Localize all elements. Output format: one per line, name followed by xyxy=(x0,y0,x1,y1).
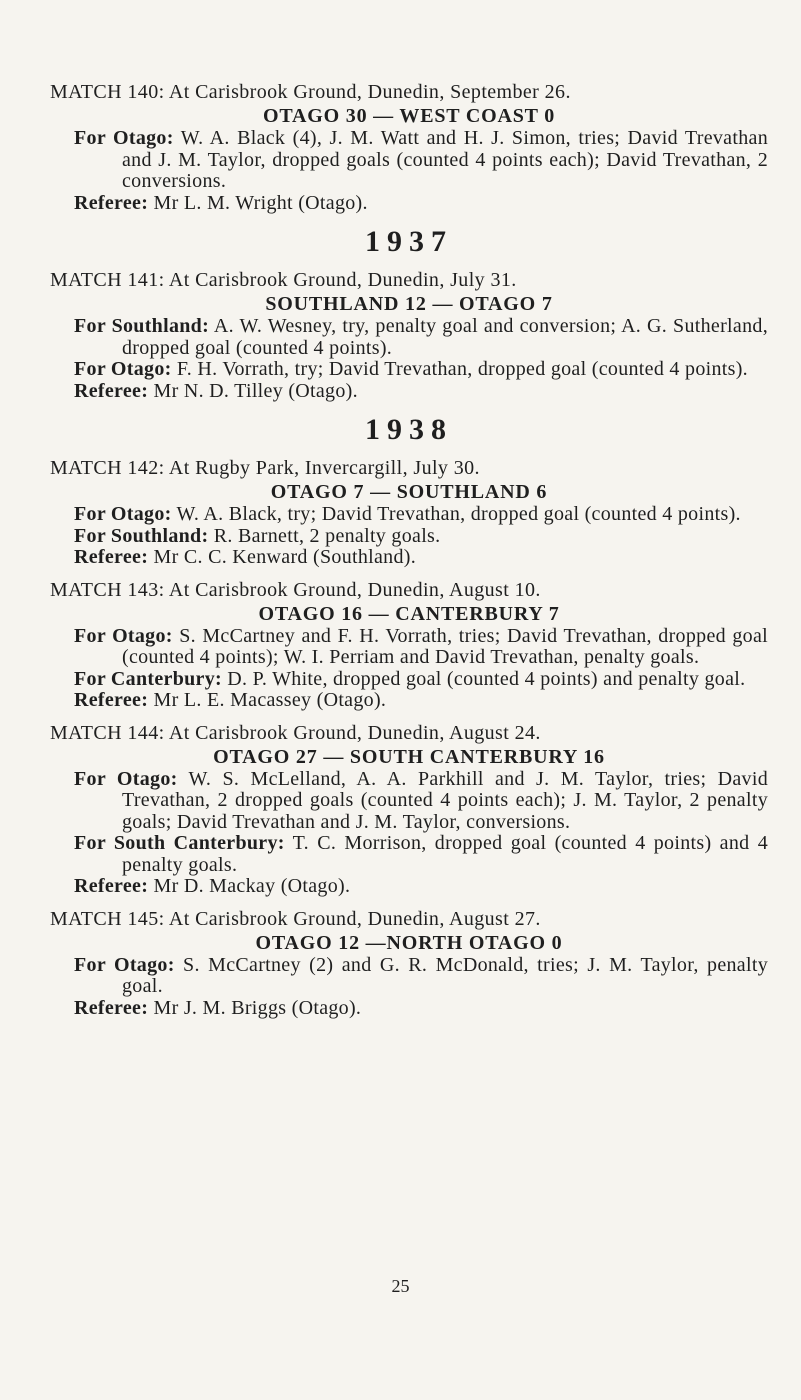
entry-label: Referee: xyxy=(74,191,149,214)
referee-entry xyxy=(74,690,768,712)
year-heading: 1938 xyxy=(365,413,453,446)
entry-text: T. C. Morrison, dropped goal (counted 4 points) and 4 penalty goals. xyxy=(122,832,768,876)
scorers-entry xyxy=(74,626,768,669)
entry-label: For Otago: xyxy=(74,358,172,380)
entry-text: Mr J. M. Briggs (Otago). xyxy=(148,996,362,1019)
scorers-entry xyxy=(74,955,768,998)
match-score: SOUTHLAND 12 — OTAGO 7 xyxy=(265,293,553,315)
scorers-entry xyxy=(74,669,768,691)
entry-text: Mr L. M. Wright (Otago). xyxy=(148,191,368,214)
spacer xyxy=(50,712,768,721)
page-content xyxy=(50,80,768,1019)
referee-entry xyxy=(74,998,768,1020)
entry-label: For Otago: xyxy=(74,127,174,149)
referee-entry xyxy=(74,876,768,898)
entry-text: D. P. White, dropped goal (counted 4 points) and penalty goal. xyxy=(222,667,746,690)
match-score: OTAGO 12 —NORTH OTAGO 0 xyxy=(255,931,563,954)
entry-text: A. W. Wesney, try, penalty goal and conversion; A. G. Sutherland, dropped goal (counted 4 points). xyxy=(122,315,768,359)
match-heading: MATCH 141: At Carisbrook Ground, Dunedin, July 31. xyxy=(50,269,517,291)
entry-label: For Otago: xyxy=(74,953,175,976)
referee-entry xyxy=(74,193,768,215)
entry-label: For Southland: xyxy=(74,315,210,337)
entry-label: For South Canterbury: xyxy=(74,832,285,854)
scorers-entry xyxy=(74,769,768,834)
entry-label: Referee: xyxy=(74,546,149,568)
entry-text: Mr L. E. Macassey (Otago). xyxy=(148,689,387,711)
entry-text: F. H. Vorrath, try; David Trevathan, dropped goal (counted 4 points). xyxy=(171,358,748,380)
entry-label: For Otago: xyxy=(74,767,178,790)
entry-label: Referee: xyxy=(74,689,149,711)
entry-label: For Otago: xyxy=(74,503,172,525)
entry-text: W. S. McLelland, A. A. Parkhill and J. M. Taylor, tries; David Trevathan, 2 dropped goals (counted 4 points each); J. M. Taylor, 2 penalty goals; David Trevathan and J. M. Taylor, conversions. xyxy=(122,767,768,833)
entry-text: W. A. Black, try; David Trevathan, dropped goal (counted 4 points). xyxy=(171,503,741,525)
scorers-entry xyxy=(74,833,768,876)
entry-text: R. Barnett, 2 penalty goals. xyxy=(208,524,441,547)
year-heading: 1937 xyxy=(365,225,453,258)
match-heading: MATCH 142: At Rugby Park, Invercargill, July 30. xyxy=(50,457,480,479)
scorers-entry xyxy=(74,504,768,526)
entry-text: S. McCartney and F. H. Vorrath, tries; David Trevathan, dropped goal (counted 4 points); W. I. Perriam and David Trevathan, penalty goals. xyxy=(122,624,768,668)
referee-entry xyxy=(74,547,768,569)
entry-label: For Otago: xyxy=(74,624,173,647)
match-score: OTAGO 30 — WEST COAST 0 xyxy=(263,105,555,127)
match-score: OTAGO 16 — CANTERBURY 7 xyxy=(258,602,560,625)
entry-text: Mr C. C. Kenward (Southland). xyxy=(148,546,417,568)
match-score: OTAGO 7 — SOUTHLAND 6 xyxy=(270,481,548,503)
match-heading: MATCH 145: At Carisbrook Ground, Dunedin, August 27. xyxy=(50,907,541,930)
entry-label: For Southland: xyxy=(74,524,209,547)
match-heading: MATCH 143: At Carisbrook Ground, Dunedin, August 10. xyxy=(50,578,541,601)
scorers-entry xyxy=(74,359,768,381)
page-number: 25 xyxy=(391,1276,410,1296)
entry-label: Referee: xyxy=(74,875,149,897)
entry-label: For Canterbury: xyxy=(74,667,222,690)
referee-entry xyxy=(74,381,768,403)
spacer xyxy=(50,898,768,907)
match-heading: MATCH 144: At Carisbrook Ground, Dunedin, August 24. xyxy=(50,721,541,744)
scorers-entry xyxy=(74,526,768,548)
match-heading: MATCH 140: At Carisbrook Ground, Dunedin, September 26. xyxy=(50,81,571,103)
match-score: OTAGO 27 — SOUTH CANTERBURY 16 xyxy=(213,745,605,768)
scorers-entry xyxy=(74,316,768,359)
entry-text: W. A. Black (4), J. M. Watt and H. J. Simon, tries; David Trevathan and J. M. Taylor, dropped goals (counted 4 points each); David Trevathan, 2 conversions. xyxy=(122,127,768,192)
entry-label: Referee: xyxy=(74,996,149,1019)
scorers-entry xyxy=(74,128,768,193)
entry-text: Mr D. Mackay (Otago). xyxy=(148,875,351,897)
entry-text: S. McCartney (2) and G. R. McDonald, tries; J. M. Taylor, penalty goal. xyxy=(122,953,768,997)
entry-text: Mr N. D. Tilley (Otago). xyxy=(148,379,358,402)
entry-label: Referee: xyxy=(74,379,149,402)
spacer xyxy=(50,569,768,578)
